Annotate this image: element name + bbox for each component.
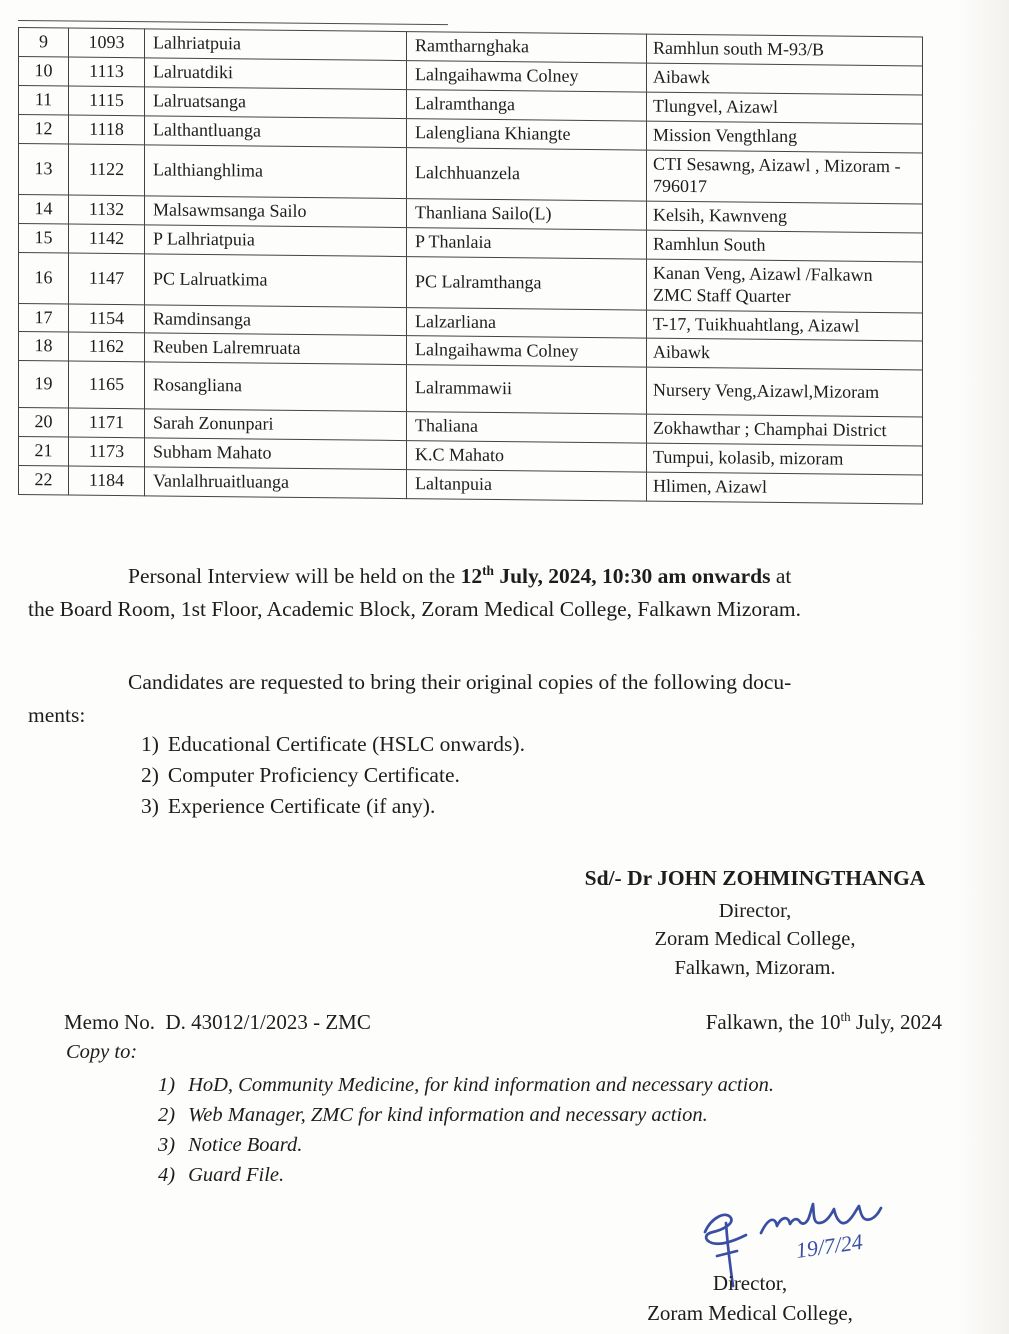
document-list: [141, 729, 525, 822]
signature-scrawl-stroke: [761, 1204, 881, 1233]
roll-no-cell: 1154: [69, 304, 145, 334]
roll-no-cell: 1142: [69, 224, 145, 254]
sl-no-cell: 19: [19, 361, 69, 408]
table-row: [19, 143, 923, 203]
bottom-signatory-block: [600, 1268, 900, 1328]
roll-no-cell: 1115: [69, 86, 145, 116]
copy-to-list: [158, 1070, 774, 1190]
memo-place-date: Falkawn, the 10th July, 2024: [705, 1009, 942, 1034]
name-cell: Vanlalhruaitluanga: [145, 467, 407, 499]
document-item-number: 2): [141, 763, 159, 787]
interview-text-pre: Personal Interview will be held on the: [128, 564, 461, 588]
father-name-cell: Lalramthanga: [407, 89, 647, 120]
signatory-institution: Zoram Medical College,: [654, 928, 856, 950]
sl-no-cell: 9: [19, 28, 69, 57]
name-cell: Lalruatsanga: [145, 87, 407, 119]
father-name-cell: Lalengliana Khiangte: [407, 118, 647, 149]
name-cell: Ramdinsanga: [145, 304, 407, 336]
copy-item-number: 1): [158, 1074, 176, 1096]
sl-no-cell: 11: [19, 85, 69, 114]
copy-to-item: [158, 1070, 774, 1100]
sl-no-cell: 13: [19, 143, 69, 194]
name-cell: Reuben Lalremruata: [145, 333, 407, 365]
sl-no-cell: 20: [19, 408, 69, 437]
bottom-designation: Director,: [712, 1271, 788, 1295]
sl-no-cell: 14: [19, 194, 69, 223]
father-name-cell: PC Lalramthanga: [407, 256, 647, 309]
name-cell: Malsawmsanga Sailo: [145, 196, 407, 228]
address-cell: Nursery Veng,Aizawl,Mizoram: [647, 368, 923, 418]
memo-row: [64, 1010, 942, 1035]
name-cell: PC Lalruatkima: [145, 253, 407, 307]
interview-datetime: 12th July, 2024, 10:30 am onwards: [460, 562, 771, 588]
father-name-cell: P Thanlaia: [407, 227, 647, 258]
name-cell: Rosangliana: [145, 362, 407, 412]
father-name-cell: Thaliana: [407, 412, 647, 443]
document-item-text: Educational Certificate (HSLC onwards).: [167, 732, 525, 756]
sl-no-cell: 16: [19, 252, 69, 303]
roll-no-cell: 1165: [69, 361, 145, 409]
father-name-cell: Lalngaihawma Colney: [407, 336, 647, 367]
documents-paragraph: [28, 666, 940, 732]
document-list-item: [141, 760, 525, 791]
father-name-cell: Lalrammawii: [407, 365, 647, 414]
roll-no-cell: 1118: [69, 115, 145, 145]
document-item-number: 1): [141, 732, 159, 756]
roll-no-cell: 1162: [69, 333, 145, 363]
table-cutoff-line: [18, 20, 448, 25]
father-name-cell: Lalngaihawma Colney: [407, 61, 647, 92]
candidates-table-wrap: [18, 27, 922, 505]
roll-no-cell: 1184: [69, 466, 145, 496]
copy-item-number: 3): [158, 1134, 176, 1156]
roll-no-cell: 1171: [69, 408, 145, 438]
copy-to-label: Copy to:: [66, 1041, 138, 1063]
copy-to-item: [158, 1130, 774, 1160]
signatory-designation: Director,: [718, 899, 792, 922]
name-cell: Lalhriatpuia: [145, 29, 407, 61]
address-cell: Aibawk: [647, 63, 923, 95]
address-cell: Hlimen, Aizawl: [647, 472, 923, 504]
document-item-text: Computer Proficiency Certificate.: [167, 763, 460, 787]
memo-number: Memo No. D. 43012/1/2023 - ZMC: [64, 1010, 371, 1034]
name-cell: Subham Mahato: [145, 438, 407, 470]
copy-item-text: HoD, Community Medicine, for kind information and necessary action.: [188, 1074, 774, 1096]
sl-no-cell: 15: [19, 223, 69, 252]
address-cell: Kelsih, Kawnveng: [647, 201, 923, 233]
name-cell: Lalthianghlima: [145, 145, 407, 199]
name-cell: Sarah Zonunpari: [145, 409, 407, 441]
address-cell: Kanan Veng, Aizawl /Falkawn ZMC Staff Quarter: [647, 259, 923, 313]
table-row: [19, 252, 923, 312]
sl-no-cell: 18: [19, 332, 69, 361]
father-name-cell: Lalchhuanzela: [407, 147, 647, 200]
sl-no-cell: 21: [19, 437, 69, 466]
signatory-place: Falkawn, Mizoram.: [674, 956, 836, 979]
candidates-table: [18, 27, 923, 505]
sl-no-cell: 17: [19, 303, 69, 332]
copy-to-item: [158, 1160, 774, 1190]
ordinal-suffix: th: [840, 1009, 851, 1024]
copy-item-number: 4): [158, 1164, 176, 1186]
address-cell: T-17, Tuikhuahtlang, Aizawl: [647, 310, 923, 342]
name-cell: P Lalhriatpuia: [145, 224, 407, 256]
signatory-block: [555, 864, 955, 982]
address-cell: Tlungvel, Aizawl: [647, 92, 923, 124]
address-cell: Mission Vengthlang: [647, 121, 923, 153]
copy-item-text: Guard File.: [188, 1164, 285, 1186]
sd-line: Sd/- Dr JOHN ZOHMINGTHANGA: [584, 866, 926, 890]
interview-paragraph: [28, 560, 940, 626]
father-name-cell: Ramtharnghaka: [407, 32, 647, 63]
address-cell: Ramhlun South: [647, 230, 923, 262]
ordinal-suffix: th: [482, 562, 494, 578]
document-list-item: [141, 791, 525, 822]
address-cell: Zokhawthar ; Champhai District: [647, 414, 923, 446]
documents-text-line2: ments:: [28, 703, 86, 727]
roll-no-cell: 1147: [69, 253, 145, 305]
address-cell: Tumpui, kolasib, mizoram: [647, 443, 923, 475]
copy-to-item: [158, 1100, 774, 1130]
candidates-table-body: [19, 28, 923, 505]
roll-no-cell: 1132: [69, 195, 145, 225]
bottom-institution: Zoram Medical College,: [647, 1301, 853, 1325]
sl-no-cell: 10: [19, 56, 69, 85]
name-cell: Lalthantluanga: [145, 116, 407, 148]
address-cell: Ramhlun south M-93/B: [647, 34, 923, 66]
copy-item-number: 2): [158, 1104, 176, 1126]
father-name-cell: Lalzarliana: [407, 307, 647, 338]
name-cell: Lalruatdiki: [145, 58, 407, 90]
roll-no-cell: 1113: [69, 57, 145, 87]
address-cell: CTI Sesawng, Aizawl , Mizoram - 796017: [647, 150, 923, 204]
roll-no-cell: 1173: [69, 437, 145, 467]
document-item-text: Experience Certificate (if any).: [167, 794, 436, 818]
sl-no-cell: 22: [19, 466, 69, 495]
interview-text-post: at: [770, 564, 792, 588]
roll-no-cell: 1122: [69, 144, 145, 196]
father-name-cell: K.C Mahato: [407, 441, 647, 472]
father-name-cell: Laltanpuia: [407, 470, 647, 501]
interview-venue-line: the Board Room, 1st Floor, Academic Block, Zoram Medical College, Falkawn Mizoram.: [28, 597, 801, 621]
signature-date: 19/7/24: [794, 1228, 865, 1263]
sl-no-cell: 12: [19, 114, 69, 143]
copy-item-text: Web Manager, ZMC for kind information and necessary action.: [188, 1104, 708, 1126]
signature-crossbar-stroke: [717, 1251, 737, 1256]
roll-no-cell: 1093: [69, 28, 145, 58]
document-item-number: 3): [141, 794, 159, 818]
address-cell: Aibawk: [647, 339, 923, 371]
document-list-item: [141, 729, 525, 760]
documents-text-line1: Candidates are requested to bring their original copies of the following docu-: [128, 670, 792, 694]
copy-item-text: Notice Board.: [188, 1134, 303, 1156]
father-name-cell: Thanliana Sailo(L): [407, 198, 647, 229]
